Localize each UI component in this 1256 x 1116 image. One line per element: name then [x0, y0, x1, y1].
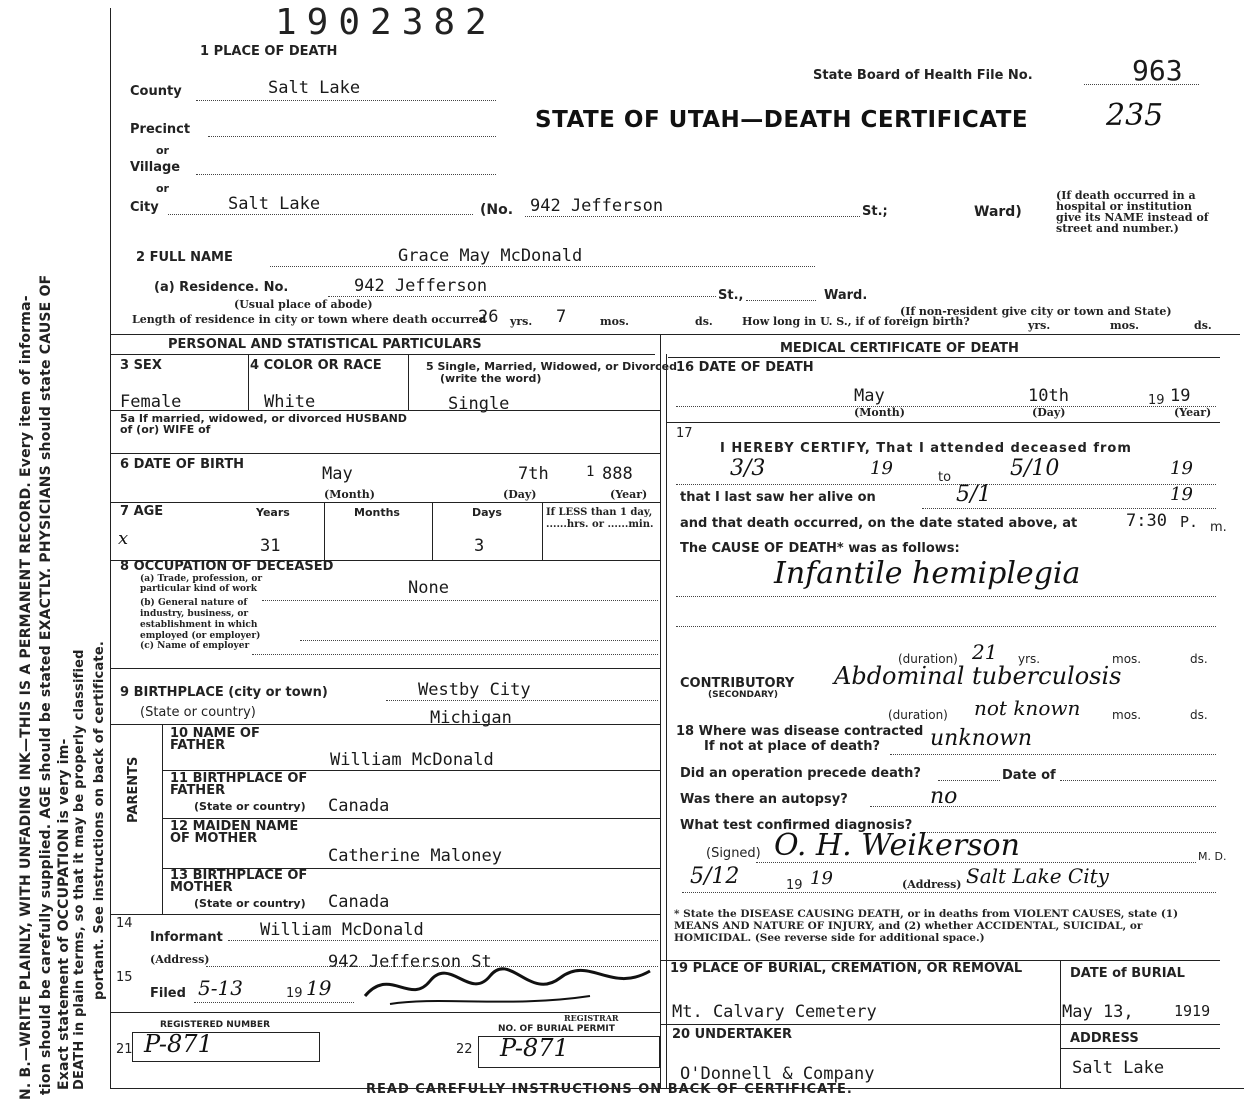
attended-from: 3/3: [730, 456, 766, 481]
city-value: Salt Lake: [228, 194, 321, 214]
cause-footnote: * State the DISEASE CAUSING DEATH, or in deaths from VIOLENT CAUSES, state (1) MEANS AND NATURE OF INJURY, and (2) whether ACCIDENTAL, SUICIDAL, or HOMICIDAL. (See reverse side for additional space.): [674, 908, 1179, 944]
sex-value: Female: [120, 392, 182, 412]
autopsy-value: no: [930, 784, 958, 809]
dod-day: 10th: [1028, 386, 1069, 406]
mother-value: Catherine Maloney: [328, 846, 502, 866]
occupation-value: None: [408, 578, 449, 598]
signed-date: 5/12: [690, 864, 740, 889]
dod-month: May: [854, 386, 885, 406]
medical-heading: MEDICAL CERTIFICATE OF DEATH: [780, 341, 1019, 356]
place-of-death-label: 1 PLACE OF DEATH: [200, 44, 338, 59]
marital-value: Single: [448, 394, 510, 414]
file-no-label: State Board of Health File No.: [813, 68, 1033, 83]
dob-month: May: [322, 464, 353, 484]
burial-place: Mt. Calvary Cemetery: [672, 1002, 877, 1022]
undertaker-value: O'Donnell & Company: [680, 1064, 875, 1084]
certificate-title: STATE OF UTAH—DEATH CERTIFICATE: [535, 107, 1029, 133]
father-value: William McDonald: [330, 750, 494, 770]
county-value: Salt Lake: [268, 78, 361, 98]
side-line-2: DEATH in plain terms, so that it may be properly classified: [72, 649, 87, 1090]
county-label: County: [130, 84, 182, 99]
serial-number: 1902382: [275, 2, 497, 43]
file-no-value: 963: [1132, 54, 1183, 87]
length-label: Length of residence in city or town where death occurred: [132, 313, 487, 326]
age-days: 3: [474, 536, 485, 556]
footer-instructions: READ CAREFULLY INSTRUCTIONS ON BACK OF CERTIFICATE.: [366, 1082, 853, 1097]
registered-number: P-871: [144, 1030, 213, 1058]
street-value: 942 Jefferson: [530, 196, 664, 216]
certificate-form: 1902382 1 PLACE OF DEATH County Salt Lake Precinct or Village or City Salt Lake (No. 942 Jefferson St.; Ward) (If death occurred in a hospital or institution give its NAME instead of street and number.) State Board of Health File No. 963 STATE OF UTAH—DEATH CERTIFICATE 235 2 FULL NAME Grace May McDonald (a) Residence. No. 942 Jefferson St., Ward. (Usual place of abode) (If non-resident give city or town and State) Length of residence in city or town where death occurred 26 yrs. 7 mos. ds. How long in U. S., if of foreign birth? yrs. mos. ds. PERSONAL AND STATISTICAL PARTICULARS MEDICAL CERTIFICATE OF DEATH 3 SEX 4 COLOR OR RACE 5 Single, Married, Widowed, or Divorced (write the word) Female White Single 5a If married, widowed, or divorced HUSBAND of (or) WIFE of 6 DATE OF BIRTH May 7th 1 888 (Month) (Day) (Year) 7 AGE Years Months Days If LESS than 1 day, ......hrs. or ......min. x 31 3 8 OCCUPATION OF DECEASED (a) Trade, profession, or particular kind of work (b) General nature of industry, business, or establishment in which employed (or employer) (c) Name of employer None 9 BIRTHPLACE (city or town) Westby City (State or country) Michigan PARENTS 10 NAME OF FATHER William McDonald 11 BIRTHPLACE OF FATHER (State or country) Canada 12 MAIDEN NAME OF MOTHER Catherine Maloney 13 BIRTHPLACE OF MOTHER (State or country) Canada 14 Informant William McDonald (Address) 942 Jefferson St 15 Filed 5-13 19 19 REGISTRAR REGISTERED NUMBER 21 P-871 NO. OF BURIAL PERMIT 22 P-871 16 DATE OF DEATH May 10th 19 19 (Month) (Day) (Year) 17 I HEREBY CERTIFY, That I attended deceased from 3/3 19 to 5/10 19 that I last saw her alive on 5/1 19 and that death occurred, on the date stated above, at 7:30 P. m. The CAUSE OF DEATH* was as follows: Infantile hemiplegia (duration) 21 yrs. mos. ds. CONTRIBUTORY (SECONDARY) Abdominal tuberculosis (duration) not known mos. ds. 18 Where was disease contracted If not at place of death? unknown Did an operation precede death? Date of Was there an autopsy? no What test confirmed diagnosis? (Signed) O. H. Weikerson M. D. 5/12 19 19 (Address) Salt Lake City * State the DISEASE CAUSING DEATH, or in deaths from VIOLENT CAUSES, state (1) MEANS AND NATURE OF INJURY, and (2) whether ACCIDENTAL, SUICIDAL, or HOMICIDAL. (See reverse side for additional space.) 19 PLACE OF BURIAL, CREMATION, OR REMOVAL DATE of BURIAL Mt. Calvary Cemetery May 13, 1919 20 UNDERTAKER ADDRESS O'Donnell & Company Salt Lake READ CAREFULLY INSTRUCTIONS ON BACK OF CERTIFICATE.: [110, 8, 1254, 1108]
duration-2: not known: [974, 696, 1081, 720]
last-saw-alive: 5/1: [956, 482, 992, 507]
side-line-1: Exact statement of OCCUPATION is very im-: [56, 738, 72, 1090]
personal-heading: PERSONAL AND STATISTICAL PARTICULARS: [168, 337, 482, 352]
side-line-5: portant. See instructions on back of certificate.: [92, 641, 107, 1000]
birthplace-state: Michigan: [430, 708, 512, 728]
full-name-label: 2 FULL NAME: [136, 250, 233, 265]
race-value: White: [264, 392, 316, 412]
residence-value: 942 Jefferson: [354, 276, 488, 296]
side-instructions: [0, 0, 110, 1116]
side-line-3: tion should be carefully supplied. AGE should be stated EXACTLY. PHYSICIANS should state CAUSE OF: [38, 274, 54, 1095]
dod-year: 19: [1170, 386, 1191, 406]
physician-address: Salt Lake City: [966, 864, 1109, 888]
where-contracted: unknown: [930, 726, 1033, 751]
cert-number: 235: [1106, 98, 1164, 133]
hospital-note: (If death occurred in a hospital or institution give its NAME instead of street and number.): [1056, 189, 1209, 235]
dob-day: 7th: [518, 464, 549, 484]
duration-1: 21: [972, 640, 998, 664]
registrar-signature: [360, 956, 660, 1016]
contributory-cause: Abdominal tuberculosis: [834, 662, 1122, 690]
time-of-death: 7:30: [1126, 511, 1167, 531]
attended-to: 5/10: [1010, 456, 1060, 481]
burial-date: May 13,: [1062, 1002, 1134, 1022]
certify-text: I HEREBY CERTIFY, That I attended deceased from: [720, 441, 1132, 456]
city-label: City: [130, 200, 159, 215]
filed-date: 5-13: [198, 976, 243, 1000]
residence-label: (a) Residence. No.: [154, 280, 289, 295]
undertaker-address: Salt Lake: [1072, 1058, 1165, 1078]
left-border: [110, 8, 111, 1088]
cause-of-death: Infantile hemiplegia: [774, 556, 1081, 591]
village-label: Village: [130, 160, 181, 175]
birthplace-city: Westby City: [418, 680, 531, 700]
mother-birthplace: Canada: [328, 892, 390, 912]
burial-permit-number: P-871: [500, 1034, 569, 1062]
precinct-label: Precinct: [130, 122, 191, 137]
father-birthplace: Canada: [328, 796, 390, 816]
full-name-value: Grace May McDonald: [398, 246, 583, 266]
physician-signature: O. H. Weikerson: [774, 828, 1020, 863]
parents-label: PARENTS: [126, 756, 141, 823]
side-line-4: N. B.—WRITE PLAINLY, WITH UNFADING INK—THIS IS A PERMANENT RECORD. Every item of informa-: [18, 295, 34, 1100]
informant-value: William McDonald: [260, 920, 424, 940]
age-years: 31: [260, 536, 281, 556]
dob-year: 888: [602, 464, 633, 484]
informant-address: 942 Jefferson St: [328, 952, 492, 972]
